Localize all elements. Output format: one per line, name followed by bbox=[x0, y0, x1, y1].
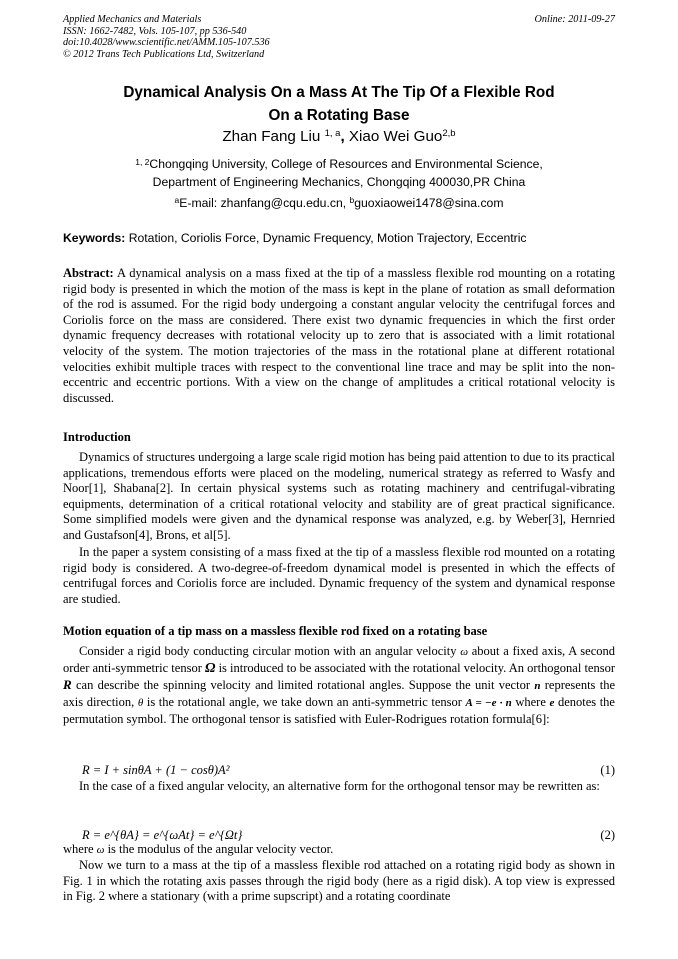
text-run: denotes the permutation symbol. The orthogonal tensor is satisfied with Euler-Rodrigues rotation formula[6]: bbox=[63, 694, 615, 726]
doi-line: doi:10.4028/www.scientific.net/AMM.105-107.536 bbox=[63, 37, 270, 49]
section-paragraph-2: In the case of a fixed angular velocity, an alternative form for the orthogonal tensor may be rewritten as: bbox=[79, 779, 600, 793]
section-paragraph-1 bbox=[63, 644, 615, 728]
text-run: is the modulus of the angular velocity vector. bbox=[104, 842, 334, 856]
email-sup-a: a bbox=[174, 195, 180, 205]
text-run: Consider a rigid body conducting circular motion with an angular velocity bbox=[79, 644, 461, 658]
text-run: is the rotational angle, we take down an anti-symmetric tensor bbox=[143, 694, 466, 709]
text-run: can describe the spinning velocity and limited rotational angles. Suppose the unit vector bbox=[71, 677, 535, 692]
journal-name: Applied Mechanics and Materials bbox=[63, 14, 202, 25]
equation-2 bbox=[82, 827, 615, 843]
online-date: Online: 2011-09-27 bbox=[534, 14, 615, 25]
email-second: guoxiaowei1478@sina.com bbox=[354, 196, 504, 210]
author-2-affil: 2,b bbox=[442, 128, 456, 139]
section-paragraph-4: Now we turn to a mass at the tip of a massless flexible rod attached on a rotating rigid body as shown in Fig. 1 in which the rotating axis passes through the rigid body (here as a rigid disk). A top view is expressed in Fig. 2 where a stationary (with a prime supscript) and a rotating coordinate bbox=[63, 858, 615, 904]
text-run: is introduced to be associated with the rotational velocity. An orthogonal tensor bbox=[215, 660, 615, 675]
abstract-text: A dynamical analysis on a mass fixed at the tip of a massless flexible rod mounting on a rotating rigid body is presented in which the motion of the mass is kept in the plane of rotation as small deformation of the rod is assumed. For the rigid body undergoing a constant angular velocity the centrifugal forces and Coriolis force on the mass are considered. There exist two dynamic frequencies in which the first order dynamic frequency decreases with rotational velocity up to zero that is associated with a limit rotational velocity of the system. The motion trajectories of the mass in the rotational plane at different rotational velocities exhibit multiple traces with respect to the conventional line trace and may be split into the non-eccentric and eccentric portions. With a view on the change of amplitudes a critical rotational velocity is discussed. bbox=[63, 266, 615, 405]
email-line bbox=[63, 196, 615, 211]
equation-2-number: (2) bbox=[600, 828, 615, 842]
title-line-2: On a Rotating Base bbox=[268, 107, 410, 124]
section-paragraph-3 bbox=[63, 842, 615, 859]
A-definition: A = −e · n bbox=[465, 696, 512, 709]
introduction-paragraph-2: In the paper a system consisting of a mass fixed at the tip of a massless flexible rod mounted on a rotating rigid body is considered. A two-degree-of-freedom dynamical model is presented in which the effects of centrifugal forces and Coriolis force are included. Dynamic frequency of the system and dynamical response are studied. bbox=[63, 545, 615, 606]
keywords bbox=[63, 231, 615, 246]
introduction-heading: Introduction bbox=[63, 430, 131, 444]
Omega-symbol: Ω bbox=[205, 660, 216, 676]
equation-1-formula: R = I + sinθA + (1 − cosθ)A² bbox=[82, 763, 230, 777]
author-1-affil: 1, a bbox=[324, 128, 341, 139]
affiliation-line-2: Department of Engineering Mechanics, Chongqing 400030,PR China bbox=[152, 174, 526, 189]
paper-title bbox=[63, 81, 615, 127]
email-sup-b: b bbox=[349, 195, 355, 205]
text-run: where bbox=[63, 842, 97, 856]
text-run: about a fixed axis, A second order anti-symmetric tensor bbox=[63, 644, 616, 675]
n-symbol: n bbox=[534, 679, 541, 692]
equation-2-formula: R = e^{θA} = e^{ωAt} = e^{Ωt} bbox=[82, 828, 243, 842]
title-line-1: Dynamical Analysis On a Mass At The Tip Of a Flexible Rod bbox=[123, 84, 555, 101]
e-symbol: e bbox=[549, 696, 555, 709]
email-first: E-mail: zhanfang@cqu.edu.cn, bbox=[179, 196, 350, 210]
equation-1-number: (1) bbox=[600, 763, 615, 777]
keywords-text: Rotation, Coriolis Force, Dynamic Frequency, Motion Trajectory, Eccentric bbox=[125, 231, 527, 245]
text-run: represents the axis direction, bbox=[63, 677, 615, 709]
omega-symbol: ω bbox=[96, 844, 105, 856]
R-symbol: R bbox=[63, 676, 72, 692]
author-2: Xiao Wei Guo bbox=[348, 128, 443, 145]
omega-symbol: ω bbox=[460, 646, 468, 658]
abstract bbox=[63, 266, 615, 406]
theta-symbol: θ bbox=[137, 696, 144, 709]
abstract-label: Abstract: bbox=[63, 266, 114, 280]
section-heading: Motion equation of a tip mass on a massless flexible rod fixed on a rotating base bbox=[63, 624, 488, 638]
author-list bbox=[63, 128, 615, 146]
copyright-line: © 2012 Trans Tech Publications Ltd, Switzerland bbox=[63, 48, 265, 60]
keywords-label: Keywords: bbox=[63, 231, 126, 245]
affiliation-line-1: Chongqing University, College of Resources and Environmental Science, bbox=[149, 157, 543, 171]
affiliation-sup: 1, 2 bbox=[135, 157, 150, 167]
text-run: where bbox=[511, 694, 550, 709]
affiliation bbox=[63, 156, 615, 191]
introduction-paragraph-1: Dynamics of structures undergoing a large scale rigid motion has being paid attention to due to its practical applications, tremendous efforts were placed on the modeling, numerical strategy as referred to Wasfy and Noor[1], Shabana[2]. In certain physical systems such as rotating machinery and centrifugal-vibrating equipments, determination of a critical rotational velocity and stability are of great practical significance. Some simplified models were given and the dynamical response was analyzed, e.g. by Weber[3], Hernried and Gustafson[4], Brons, et al[5]. bbox=[63, 450, 615, 542]
issn-line: ISSN: 1662-7482, Vols. 105-107, pp 536-540 bbox=[63, 25, 247, 37]
journal-header bbox=[63, 14, 615, 60]
author-1: Zhan Fang Liu bbox=[222, 128, 321, 145]
equation-1 bbox=[82, 762, 615, 778]
author-separator: , bbox=[340, 128, 345, 145]
